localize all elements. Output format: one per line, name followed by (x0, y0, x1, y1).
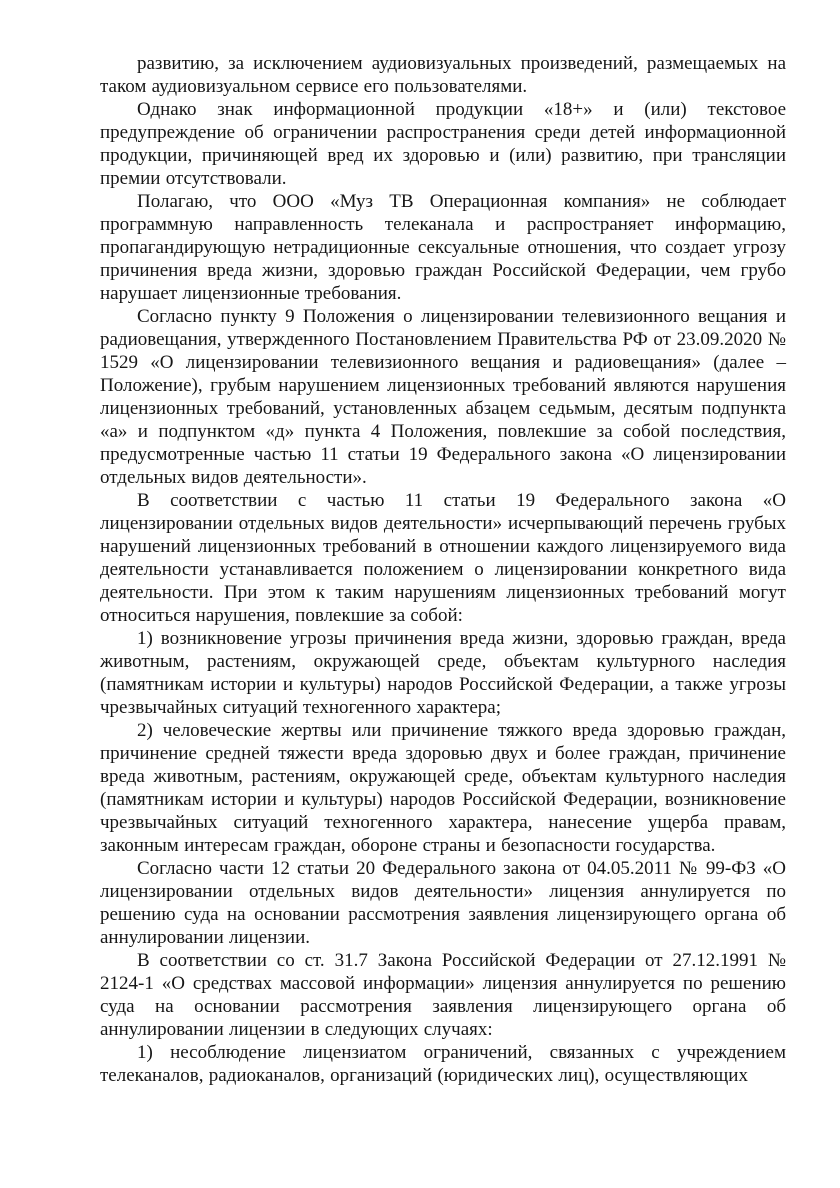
paragraph-list-item-1b: 1) несоблюдение лицензиатом ограничений, связанных с учреждением телеканалов, радиоканалов, организаций (юридических лиц), осуществляющих (100, 1042, 786, 1086)
paragraph: В соответствии с частью 11 статьи 19 Федерального закона «О лицензировании отдельных видов деятельности» исчерпывающий перечень грубых нарушений лицензионных требований в отношении каждого лицензируемого вида деятельности устанавливается положением о лицензировании конкретного вида деятельности. При этом к таким нарушениям лицензионных требований могут относиться нарушения, повлекшие за собой: (100, 490, 786, 626)
paragraph-continuation: развитию, за исключением аудиовизуальных произведений, размещаемых на таком аудиовизуальном сервисе его пользователями. (100, 53, 786, 97)
paragraph-list-item-1: 1) возникновение угрозы причинения вреда жизни, здоровью граждан, вреда животным, растениям, окружающей среде, объектам культурного наследия (памятникам истории и культуры) народов Российской Федерации, а также угрозы чрезвычайных ситуаций техногенного характера; (100, 628, 786, 718)
paragraph: Согласно части 12 статьи 20 Федерального закона от 04.05.2011 № 99-ФЗ «О лицензировании отдельных видов деятельности» лицензия аннулируется по решению суда на основании рассмотрения заявления лицензирующего органа об аннулировании лицензии. (100, 858, 786, 948)
paragraph: Согласно пункту 9 Положения о лицензировании телевизионного вещания и радиовещания, утвержденного Постановлением Правительства РФ от 23.09.2020 № 1529 «О лицензировании телевизионного вещания и радиовещания» (далее – Положение), грубым нарушением лицензионных требований являются нарушения лицензионных требований, установленных абзацем седьмым, десятым подпункта «а» и подпунктом «д» пункта 4 Положения, повлекшие за собой последствия, предусмотренные частью 11 статьи 19 Федерального закона «О лицензировании отдельных видов деятельности». (100, 306, 786, 488)
paragraph: В соответствии со ст. 31.7 Закона Российской Федерации от 27.12.1991 № 2124-1 «О средствах массовой информации» лицензия аннулируется по решению суда на основании рассмотрения заявления лицензирующего органа об аннулировании лицензии в следующих случаях: (100, 950, 786, 1040)
document-body-text (100, 52, 786, 1087)
paragraph: Полагаю, что ООО «Муз ТВ Операционная компания» не соблюдает программную направленность телеканала и распространяет информацию, пропагандирующую нетрадиционные сексуальные отношения, что создает угрозу причинения вреда жизни, здоровью граждан Российской Федерации, чем грубо нарушает лицензионные требования. (100, 191, 786, 304)
paragraph-list-item-2: 2) человеческие жертвы или причинение тяжкого вреда здоровью граждан, причинение средней тяжести вреда здоровью двух и более граждан, причинение вреда животным, растениям, окружающей среде, объектам культурного наследия (памятникам истории и культуры) народов Российской Федерации, возникновение чрезвычайных ситуаций техногенного характера, нанесение ущерба правам, законным интересам граждан, обороне страны и безопасности государства. (100, 720, 786, 856)
paragraph: Однако знак информационной продукции «18+» и (или) текстовое предупреждение об ограничении распространения среди детей информационной продукции, причиняющей вред их здоровью и (или) развитию, при трансляции премии отсутствовали. (100, 99, 786, 189)
